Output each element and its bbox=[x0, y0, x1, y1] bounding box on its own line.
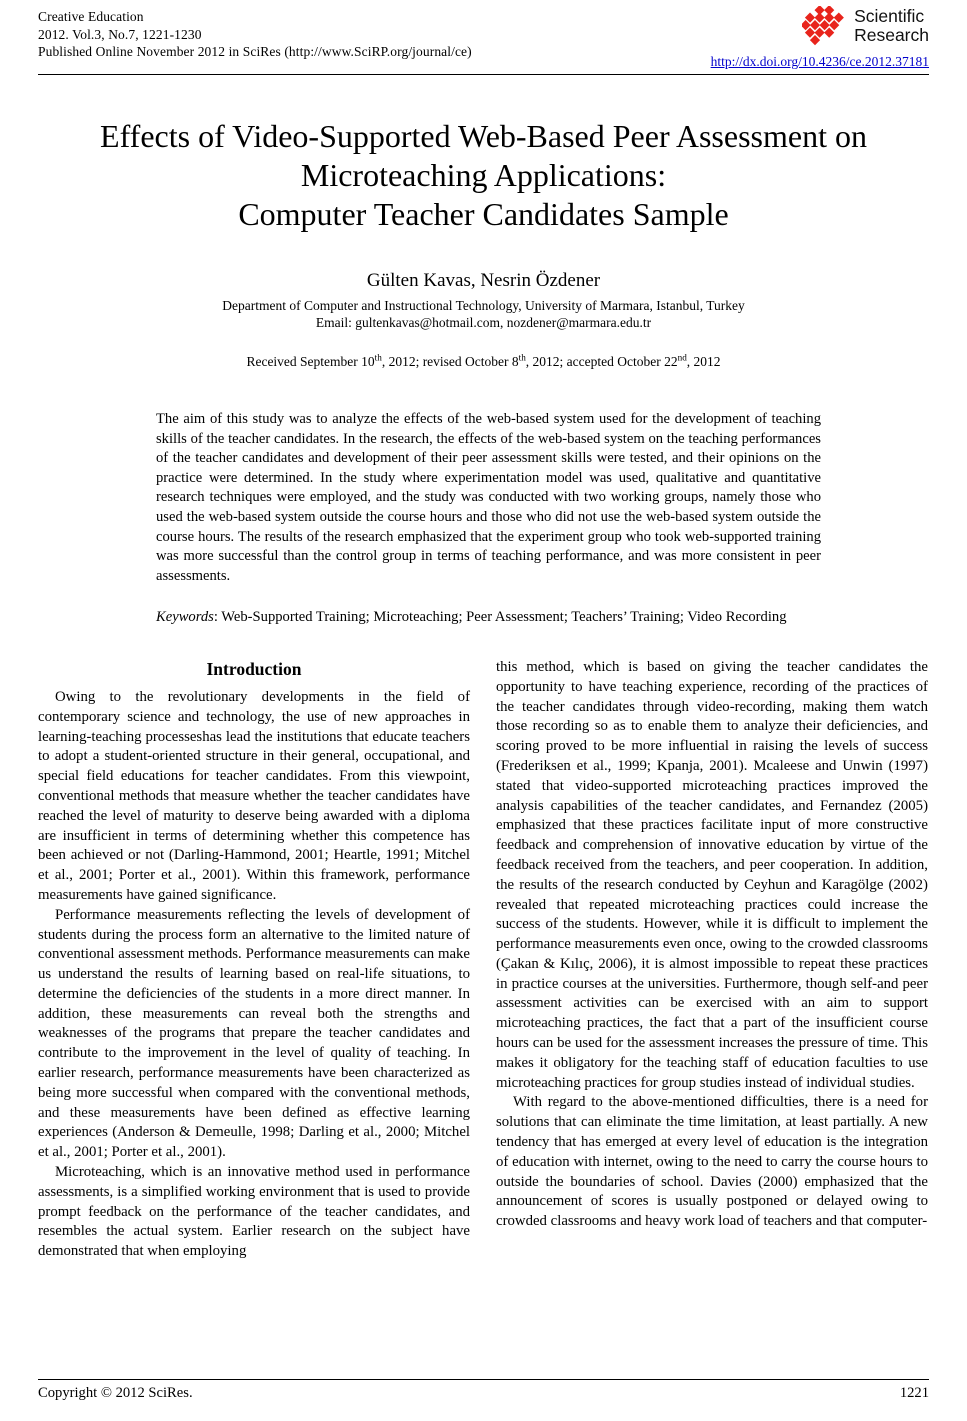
keywords-separator: : bbox=[213, 609, 222, 626]
journal-issue-line: 2012. Vol.3, No.7, 1221-1230 bbox=[38, 26, 202, 42]
publisher-name bbox=[854, 7, 929, 45]
section-heading-introduction: Introduction bbox=[206, 658, 302, 679]
author-names: Gülten Kavas, Nesrin Özdener bbox=[366, 270, 601, 291]
title-line-1: Effects of Video-Supported Web-Based Peer Assessment on bbox=[100, 118, 867, 154]
doi-link[interactable]: http://dx.doi.org/10.4236/ce.2012.37181 bbox=[710, 54, 929, 69]
title-line-3: Computer Teacher Candidates Sample bbox=[238, 196, 729, 232]
keywords-block bbox=[156, 608, 821, 628]
paragraph: Owing to the revolutionary developments in the field of contemporary science and technology, the use of new approaches in learning-teaching processeshas lead the institutions that educate teachers to adopt a student-oriented structure in their general, occupational, and special field educations for teacher candidates. From this viewpoint, conventional methods that measure whether the teacher candidates have reached the level of maturity to deserve being awarded with a diploma are insufficient in terms of determining whether this competence has been achieved or not (Darling-Hammond, 2001; Heartle, 1991; Mitchel et al., 2001; Porter et al., 2001). Within this framework, performance measurements have gained significance. bbox=[38, 688, 470, 903]
header-divider bbox=[38, 74, 929, 75]
paragraph: Microteaching, which is an innovative method used in performance assessments, is a simplified working environment that is used to provide prompt feedback on the performance of the teacher candidates, and resembles the actual system. Earlier research on the subject have demonstrated that when employing bbox=[38, 1164, 470, 1260]
author-affiliation: Department of Computer and Instructional Technology, University of Marmara, Istanbul, Turkey bbox=[222, 298, 745, 313]
keywords-value: Web-Supported Training; Microteaching; Peer Assessment; Teachers’ Training; Video Recording bbox=[221, 609, 787, 626]
body-columns bbox=[38, 658, 929, 1262]
paragraph: Performance measurements reflecting the levels of development of students during the process form an alternative to the limited nature of conventional assessment methods. Performance measurements can make us understand the results of learning based on real-life situations, to determine the deficiencies of the students in a more direct manner. In addition, these measurements can reveal both the strengths and weaknesses of the programs that prepare the teacher candidates and contribute to the improvement in the level of quality of teaching. In earlier research, performance measurements have been characterized as being more successful when compared with the conventional methods, and these measurements have been defined as effective learning experiences (Anderson & Demeulle, 1998; Darling et al., 2000; Mitchel et al., 2001; Porter et al., 2001). bbox=[38, 906, 470, 1161]
paragraph: With regard to the above-mentioned difficulties, there is a need for solutions that can eliminate the time limitation, at least partially. A new tendency that has emerged at every level of education is the integration of education with internet, owing to the need to carry the course hours to outside the boundaries of school. Davies (2000) emphasized that the announcement of scores is usually postponed or delayed owing to crowded classrooms and heavy work load of teachers and that computer- bbox=[496, 1094, 928, 1230]
copyright-notice: Copyright © 2012 SciRes. bbox=[38, 1385, 193, 1401]
footer-row bbox=[38, 1384, 929, 1403]
scientific-research-diamond-logo-icon bbox=[802, 6, 848, 46]
abstract-text: The aim of this study was to analyze the effects of the web-based system used for the development of teaching skills of the teacher candidates. In the research, the effects of the web-based system on the teaching performances of the teacher candidates and development of their peer assessment skills were tested, and their opinions on the practice were determined. In the study where experimentation model was used, qualitative and quantitative research techniques were employed, and the study was conducted with two working groups, namely those who used the web-based system outside the course hours and those who did not use the web-based system outside the course hours. The results of the research emphasized that the experiment group who took web-supported training was more successful than the control group in terms of teaching performance, and was more consistent in peer assessments. bbox=[156, 411, 821, 584]
title-line-2: Microteaching Applications: bbox=[300, 157, 667, 193]
publisher-logo-block bbox=[711, 6, 929, 70]
right-column bbox=[496, 658, 928, 1262]
submission-dates bbox=[38, 353, 929, 370]
dates-part-3: , 2012; accepted October 22 bbox=[525, 354, 678, 369]
publisher-name-line2: Research bbox=[854, 25, 929, 45]
logo-row bbox=[802, 6, 929, 46]
dates-sup-3: nd bbox=[677, 352, 687, 363]
dates-part-2: , 2012; revised October 8 bbox=[381, 354, 519, 369]
footer-divider bbox=[38, 1379, 929, 1380]
dates-sup-2: th bbox=[518, 352, 526, 363]
masthead bbox=[38, 0, 929, 70]
page-footer bbox=[38, 1379, 929, 1403]
keywords-label: Keywords bbox=[156, 609, 214, 626]
author-email: Email: gultenkavas@hotmail.com, nozdener@marmara.edu.tr bbox=[315, 315, 652, 330]
page-number: 1221 bbox=[899, 1385, 929, 1401]
paragraph: this method, which is based on giving the teacher candidates the opportunity to have teaching experience, recording of the practices of the teacher candidates through video-recording, making them watch those recording so as to enable them to analyze their deficiencies, and scoring proved to be more influential in raising the levels of success (Frederiksen et al., 1999; Kpanja, 2001). Mcaleese and Unwin (1997) stated that video-supported microteaching practices improved the analysis capabilities of the teacher candidates, and Fernandez (2005) emphasized that these practices facilitate input of more constructive feedback and comprehension of innovative education by virtue of the feedback received from the teachers, and peer cooperation. In addition, the results of the research conducted by Ceyhun and Karagölge (2002) revealed that repeated microteaching practices could increase the success of the students. However, while it is difficult to implement the performance measurements even once, owing to the crowded classrooms (Çakan & Kılıç, 2006), it is almost impossible to repeat these practices in practice courses at the universities. Furthermore, though self-and peer assessment activities can be exercised with an aim to support microteaching practices, the fact that a part of the insufficient course hours can be used for the assessment increases the pressure of time. This makes it obligatory for the teaching staff of education faculties to use microteaching practices for group studies instead of individual studies. bbox=[496, 658, 928, 1091]
journal-name: Creative Education bbox=[38, 9, 144, 24]
left-column bbox=[38, 658, 470, 1262]
dates-part-4: , 2012 bbox=[686, 354, 721, 369]
dates-part-1: Received September 10 bbox=[246, 354, 375, 369]
journal-publish-line: Published Online November 2012 in SciRes (http://www.SciRP.org/journal/ce) bbox=[38, 44, 472, 59]
publisher-name-line1: Scientific bbox=[854, 6, 925, 26]
journal-metadata bbox=[38, 8, 472, 61]
dates-sup-1: th bbox=[374, 352, 382, 363]
page-title bbox=[64, 117, 903, 234]
